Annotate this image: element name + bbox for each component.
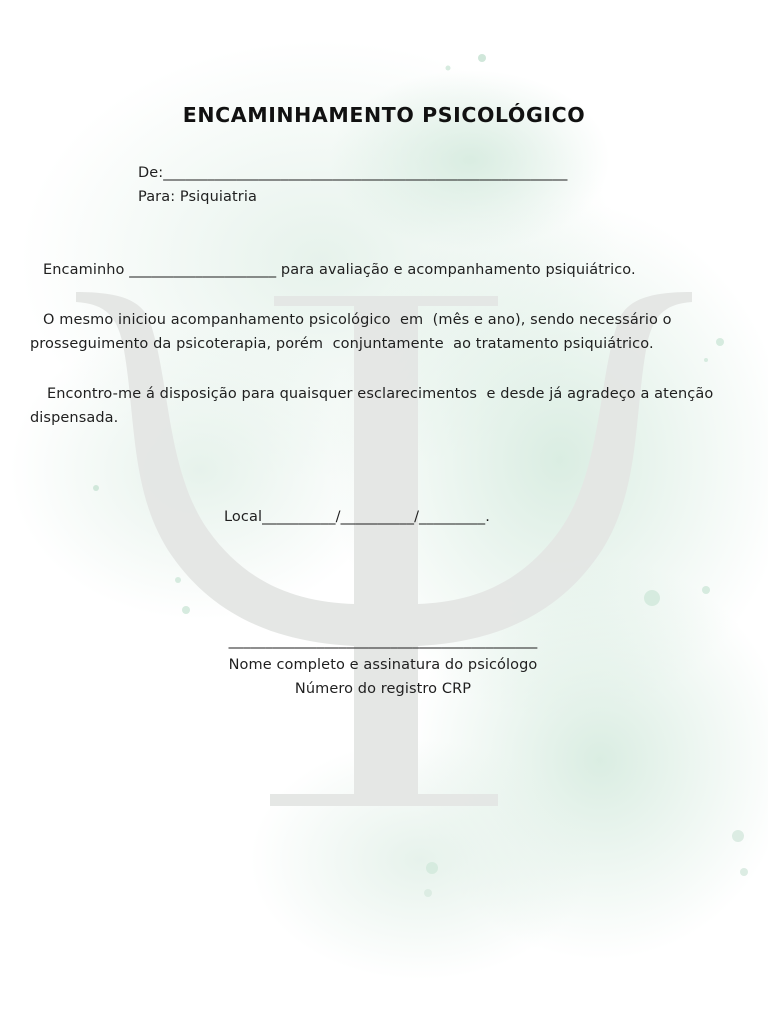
referral-paragraph: Encaminho ____________________ para avaliação e acompanhamento psiquiátrico. [43,262,636,278]
from-field-line: De:_______________________________________________________ [138,165,568,181]
signature-registry-label: Número do registro CRP [294,681,472,697]
signature-line: __________________________________________ [228,633,538,649]
treatment-paragraph-line-1: O mesmo iniciou acompanhamento psicológico em (mês e ano), sendo necessário o [43,312,672,328]
document-title: ENCAMINHAMENTO PSICOLÓGICO [182,103,586,127]
closing-paragraph-line-1: Encontro-me á disposição para quaisquer esclarecimentos e desde já agradeço a atenção [47,386,714,402]
signature-name-label: Nome completo e assinatura do psicólogo [228,657,538,673]
place-date-line: Local__________/__________/_________. [224,509,490,525]
closing-paragraph-line-2: dispensada. [30,410,119,426]
treatment-paragraph-line-2: prosseguimento da psicoterapia, porém conjuntamente ao tratamento psiquiátrico. [30,336,654,352]
to-field-line: Para: Psiquiatria [138,189,257,205]
